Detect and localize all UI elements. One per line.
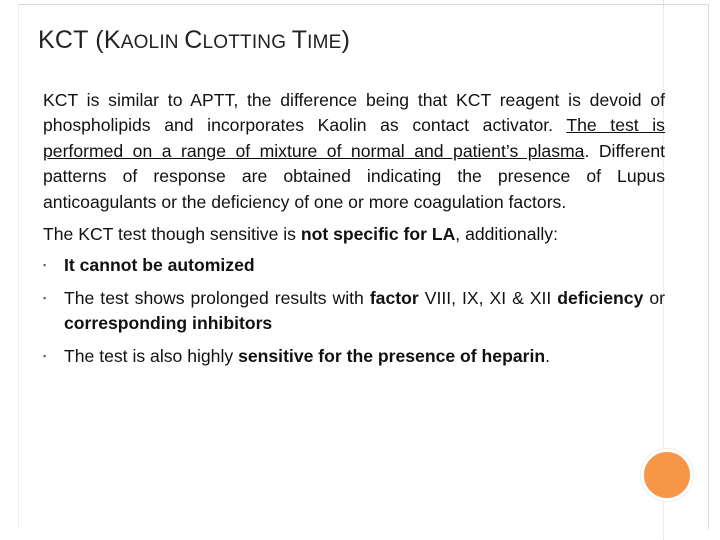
- bullet-bold-text: factor: [369, 287, 419, 308]
- bullet-list: [43, 253, 665, 369]
- title-segment: T: [291, 26, 308, 54]
- title-segment: IME: [307, 32, 342, 53]
- paragraph-underlined-text: The test is performed on a range of mixture of normal and patient’s plasma: [43, 115, 665, 161]
- bullet-text: The test shows prolonged results with: [64, 287, 370, 308]
- title-segment: ): [341, 26, 351, 54]
- bullet-item: [43, 344, 665, 369]
- bullet-marker-icon: ▪: [43, 260, 47, 271]
- bullet-bold-text: sensitive for the presence of heparin: [238, 345, 546, 366]
- lead-bold-text: not specific for LA: [300, 224, 456, 245]
- bullet-bold-text: deficiency: [557, 287, 644, 308]
- paragraph-text: . Different patterns of response are obtained indicating the presence of Lupus anticoagulants or the deficiency of one or more coagulation factors.: [43, 140, 665, 212]
- title-segment: AOLIN: [120, 32, 185, 53]
- bullet-text: .: [545, 345, 550, 366]
- title-segment: C: [184, 26, 203, 54]
- lead-text: The KCT test though sensitive is: [43, 224, 301, 245]
- slide-title: [38, 26, 350, 55]
- title-segment: KCT (K: [38, 26, 121, 54]
- bullet-item: [43, 253, 665, 278]
- bullet-bold-text: corresponding inhibitors: [64, 313, 273, 334]
- lead-sentence: [43, 222, 665, 247]
- bullet-text: or: [643, 287, 665, 308]
- lead-text: , additionally:: [455, 224, 558, 245]
- intro-paragraph: [43, 88, 665, 215]
- bullet-marker-icon: ▪: [43, 292, 47, 303]
- slide-body: [43, 88, 665, 376]
- slide-frame-left-border: [18, 4, 19, 528]
- orange-circle-ornament: [641, 449, 693, 501]
- bullet-bold-text: It cannot be automized: [64, 255, 255, 276]
- paragraph-text: KCT is similar to APTT, the difference being that KCT reagent is devoid of phospholipids and incorporates Kaolin as contact activator.: [43, 90, 665, 136]
- bullet-text: VIII, IX, XI & XII: [418, 287, 558, 308]
- bullet-item: [43, 286, 665, 337]
- bullet-text: The test is also highly: [64, 345, 239, 366]
- bullet-marker-icon: ▪: [43, 350, 47, 361]
- title-segment: LOTTING: [202, 32, 292, 53]
